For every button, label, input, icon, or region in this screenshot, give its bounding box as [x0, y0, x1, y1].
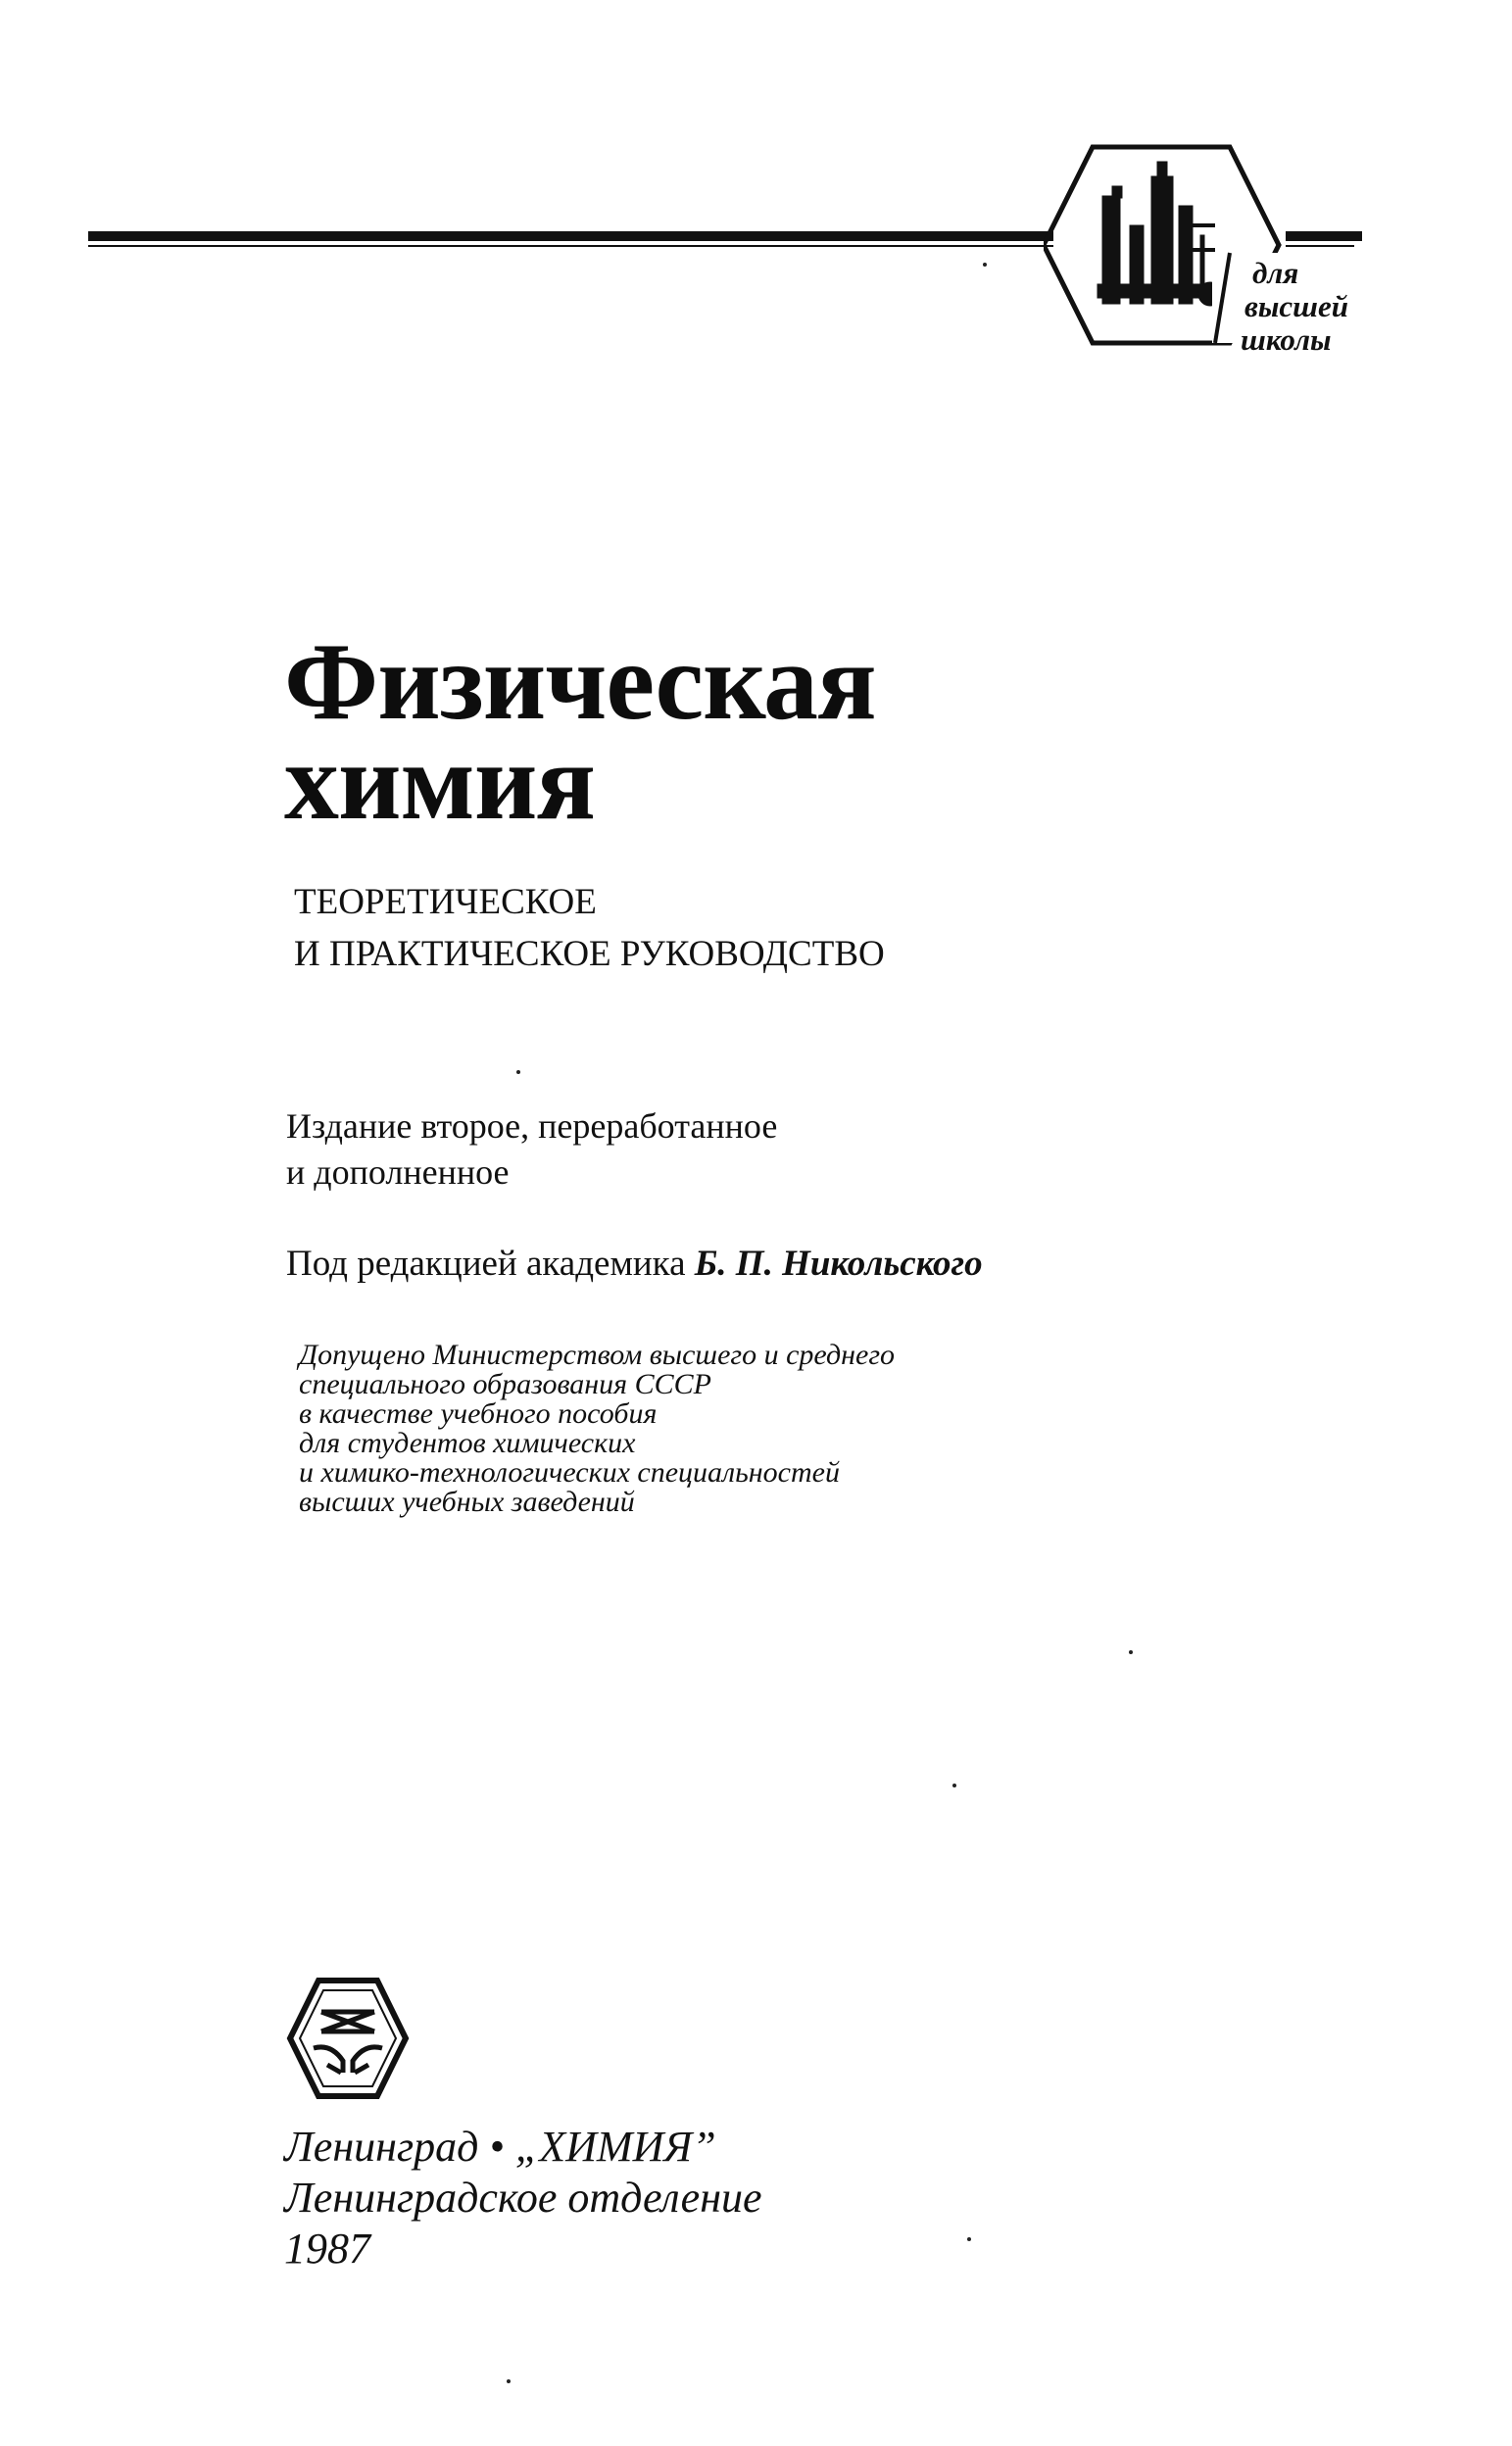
- approval-line: высших учебных заведений: [299, 1486, 635, 1518]
- series-label-line-2: высшей: [1244, 289, 1348, 323]
- book-title-line-2: химия: [284, 721, 595, 843]
- series-label-line-1: для: [1252, 256, 1299, 290]
- editor-name: Б. П. Никольского: [694, 1244, 983, 1284]
- scan-speck: [1129, 1650, 1133, 1654]
- imprint-branch: Ленинградское отделение: [284, 2174, 762, 2222]
- editor-prefix: Под редакцией академика: [286, 1244, 686, 1284]
- scan-speck: [967, 2237, 971, 2241]
- approval-line: Допущено Министерством высшего и среднего: [299, 1339, 896, 1371]
- scan-speck: [516, 1070, 520, 1074]
- edition-line-1: Издание второе, переработанное: [286, 1106, 778, 1146]
- approval-line: для студентов химических: [299, 1427, 636, 1459]
- approval-line: в качестве учебного пособия: [299, 1397, 658, 1430]
- approval-line: специального образования СССР: [299, 1368, 711, 1400]
- edition-line-2: и дополненное: [286, 1152, 510, 1192]
- book-title-line-1: Физическая: [284, 621, 876, 743]
- khimiya-publisher-logo-icon: [284, 1975, 412, 2102]
- approval-statement: [299, 1341, 895, 1517]
- imprint-city-publisher: Ленинград • „ХИМИЯ”: [284, 2123, 716, 2171]
- subtitle-line-2: И ПРАКТИЧЕСКОЕ РУКОВОДСТВО: [294, 934, 885, 974]
- scan-speck: [952, 1784, 956, 1787]
- editor-credit: [286, 1243, 983, 1286]
- scan-speck: [507, 2379, 511, 2383]
- subtitle-line-1: ТЕОРЕТИЧЕСКОЕ: [294, 882, 597, 922]
- imprint-year: 1987: [284, 2225, 370, 2273]
- series-label-line-3: школы: [1241, 322, 1332, 357]
- scan-speck: [983, 263, 987, 267]
- approval-line: и химико-технологических специальностей: [299, 1456, 840, 1489]
